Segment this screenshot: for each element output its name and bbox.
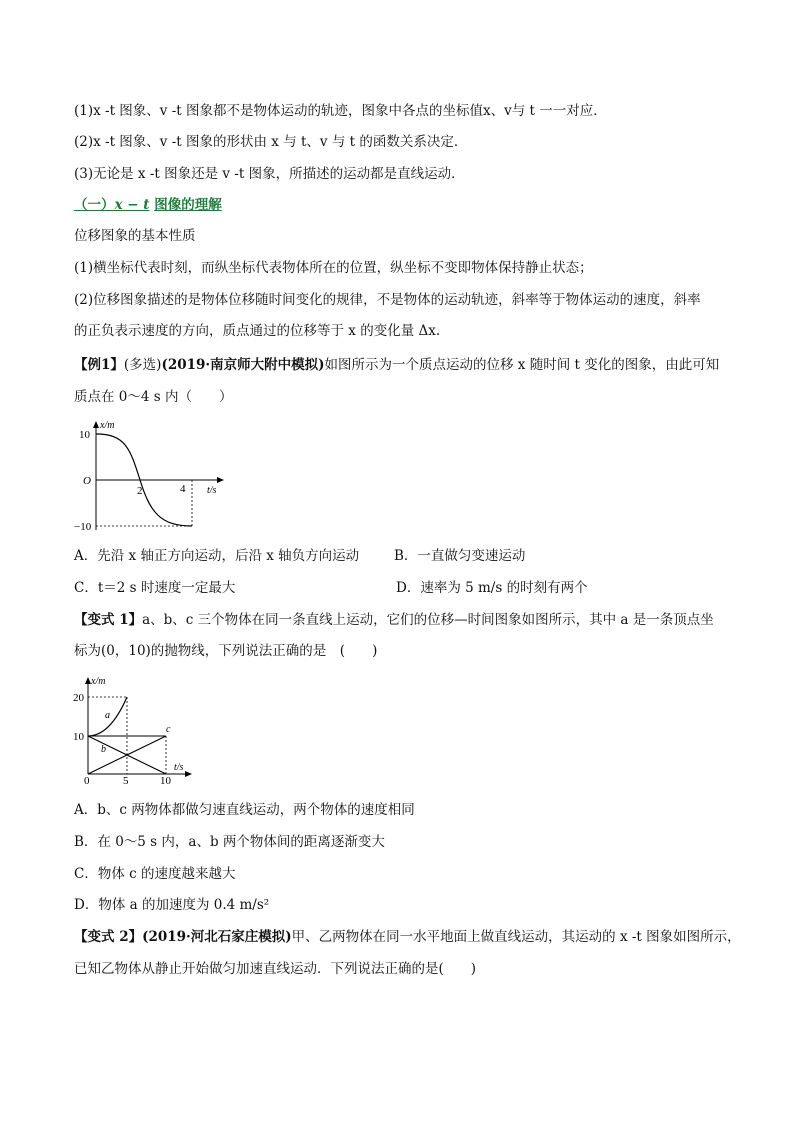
x-axis-label: t/s [174,762,184,773]
example-1-q1: 如图所示为一个质点运动的位移 x 随时间 t 变化的图象，由此可知 [324,357,720,373]
example-1-lead: (多选) [123,357,162,373]
y-axis-arrow [93,421,99,428]
example-1-option-c: C．t＝2 s 时速度一定最大 [74,580,236,596]
variant-2-source: (2019·河北石家庄模拟) [142,929,292,945]
basic-p2b: 的正负表示速度的方向，质点通过的位移等于 x 的变化量 Δx. [74,323,441,339]
variant-1-option-d: D．物体 a 的加速度为 0.4 m/s² [74,897,270,913]
y-axis-label: x/m [100,420,115,431]
y-tick-top: 10 [79,429,90,441]
note-2: (2)x -t 图象、v -t 图象的形状由 x 与 t、v 与 t 的函数关系决定． [74,134,468,150]
y-tick-20: 20 [73,692,84,704]
example-1-option-d: D．速率为 5 m/s 的时刻有两个 [396,580,588,596]
x-tick-10: 10 [160,775,171,784]
x-tick-5: 5 [123,775,129,784]
section-heading [74,195,222,215]
variant-2-tag: 【变式 2】 [74,929,143,945]
example-1-option-b: B．一直做匀变速运动 [394,548,526,564]
x-axis-arrow [185,771,192,777]
variant-2-q1: 甲、乙两物体在同一水平地面上做直线运动，其运动的 x -t 图象如图所示， [291,929,741,945]
example-1-question-line1 [74,355,719,375]
example-1-q2: 质点在 0～4 s 内（ ） [74,389,233,405]
variant-2-question-line1 [74,927,741,947]
variant-1-graph [70,674,200,784]
variant-2-q2: 已知乙物体从静止开始做匀加速直线运动．下列说法正确的是( ) [74,961,477,977]
x-tick-4: 4 [180,483,186,495]
basic-p2a: (2)位移图象描述的是物体位移随时间变化的规律，不是物体的运动轨迹，斜率等于物体运动的速度，斜率 [74,292,701,308]
variant-1-option-a: A．b、c 两物体都做匀速直线运动，两个物体的速度相同 [74,802,415,818]
note-1: (1)x -t 图象、v -t 图象都不是物体运动的轨迹，图象中各点的坐标值x、v与 t 一一对应． [74,103,607,119]
x-axis-arrow [217,477,224,483]
y-tick-10: 10 [73,731,84,743]
example-1-source: (2019·南京师大附中模拟) [161,357,325,373]
note-3: (3)无论是 x -t 图象还是 v -t 图象，所描述的运动都是直线运动． [74,166,465,182]
section-var: x − t [114,197,150,213]
basic-heading: 位移图象的基本性质 [74,228,196,244]
label-b: b [101,744,106,755]
x-tick-2: 2 [137,485,143,497]
label-a: a [105,710,110,721]
origin-label: 0 [84,775,90,784]
y-axis-label: x/m [91,676,106,687]
variant-1-question-line1 [74,610,714,630]
example-1-graph [70,418,240,538]
section-prefix: （一） [74,197,115,213]
variant-1-option-c: C．物体 c 的速度越来越大 [74,866,236,882]
section-title: 图像的理解 [154,197,222,213]
variant-1-q2: 标为(0，10)的抛物线，下列说法正确的是 ( ) [74,643,378,659]
x-axis-label: t/s [207,485,217,496]
variant-1-tag: 【变式 1】 [74,612,143,628]
label-c: c [166,724,171,735]
variant-1-q1: a、b、c 三个物体在同一条直线上运动，它们的位移—时间图象如图所示，其中 a 是一条顶点坐 [142,612,714,628]
variant-1-option-b: B．在 0～5 s 内，a、b 两个物体间的距离逐渐变大 [74,834,385,850]
origin-label: O [83,475,91,487]
y-tick-bottom: −10 [74,521,92,533]
example-1-option-a: A．先沿 x 轴正方向运动，后沿 x 轴负方向运动 [74,548,360,564]
example-1-tag: 【例1】 [74,357,124,373]
basic-p1: (1)横坐标代表时刻，而纵坐标代表物体所在的位置，纵坐标不变即物体保持静止状态； [74,260,593,276]
